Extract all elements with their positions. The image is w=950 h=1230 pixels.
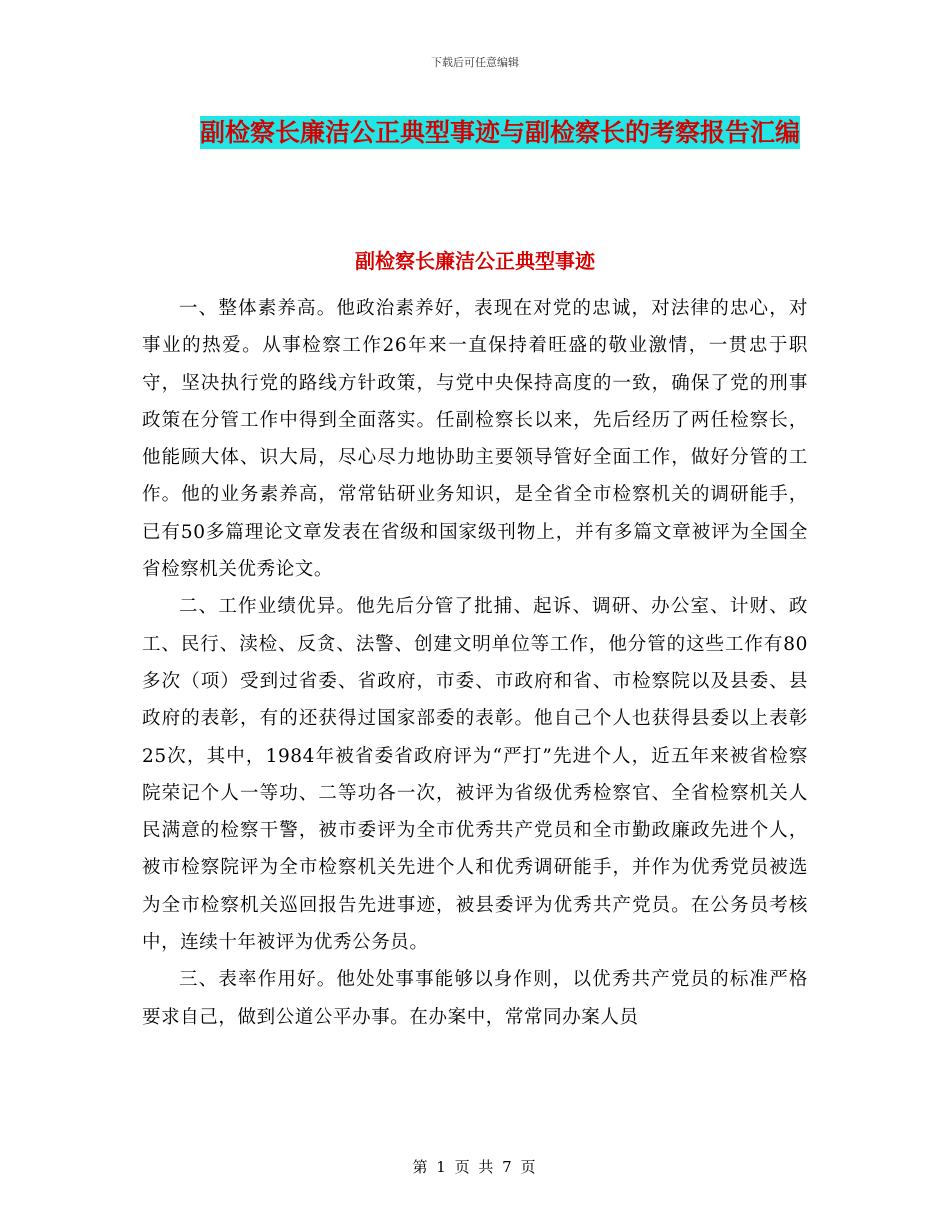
paragraph-2: 二、工作业绩优异。他先后分管了批捕、起诉、调研、办公室、计财、政工、民行、渎检、反贪、法警、创建文明单位等工作，他分管的这些工作有80多次（项）受到过省委、省政府，市委、市政府和省、市检察院以及县委、县政府的表彰，有的还获得过国家部委的表彰。他自己个人也获得县委以上表彰25次，其中，1984年被省委省政府评为“严打”先进个人，近五年来被省检察院荣记个人一等功、二等功各一次，被评为省级优秀检察官、全省检察机关人民满意的检察干警，被市委评为全市优秀共产党员和全市勤政廉政先进个人，被市检察院评为全市检察机关先进个人和优秀调研能手，并作为优秀党员被选为全市检察机关巡回报告先进事迹，被县委评为优秀共产党员。在公务员考核中，连续十年被评为优秀公务员。 xyxy=(142,596,808,954)
paragraph-1: 一、整体素养高。他政治素养好，表现在对党的忠诚，对法律的忠心，对事业的热爱。从事检察工作26年来一直保持着旺盛的敬业激情，一贯忠于职守，坚决执行党的路线方针政策，与党中央保持高度的一致，确保了党的刑事政策在分管工作中得到全面落实。任副检察长以来，先后经历了两任检察长，他能顾大体、识大局，尽心尽力地协助主要领导管好全面工作，做好分管的工作。他的业务素养高，常常钻研业务知识，是全省全市检察机关的调研能手，已有50多篇理论文章发表在省级和国家级刊物上，并有多篇文章被评为全国全省检察机关优秀论文。 xyxy=(142,298,808,581)
page-number: 第 1 页 共 7 页 xyxy=(412,1158,538,1176)
document-body xyxy=(142,290,808,1036)
document-title-text: 副检察长廉洁公正典型事迹与副检察长的考察报告汇编 xyxy=(199,118,800,147)
paragraph-3: 三、表率作用好。他处处事事能够以身作则，以优秀共产党员的标准严格要求自己，做到公道公平办事。在办案中，常常同办案人员 xyxy=(142,969,808,1028)
document-title xyxy=(190,110,810,156)
section-title: 副检察长廉洁公正典型事迹 xyxy=(355,249,595,273)
page-header-note: 下载后可任意编辑 xyxy=(431,56,519,69)
